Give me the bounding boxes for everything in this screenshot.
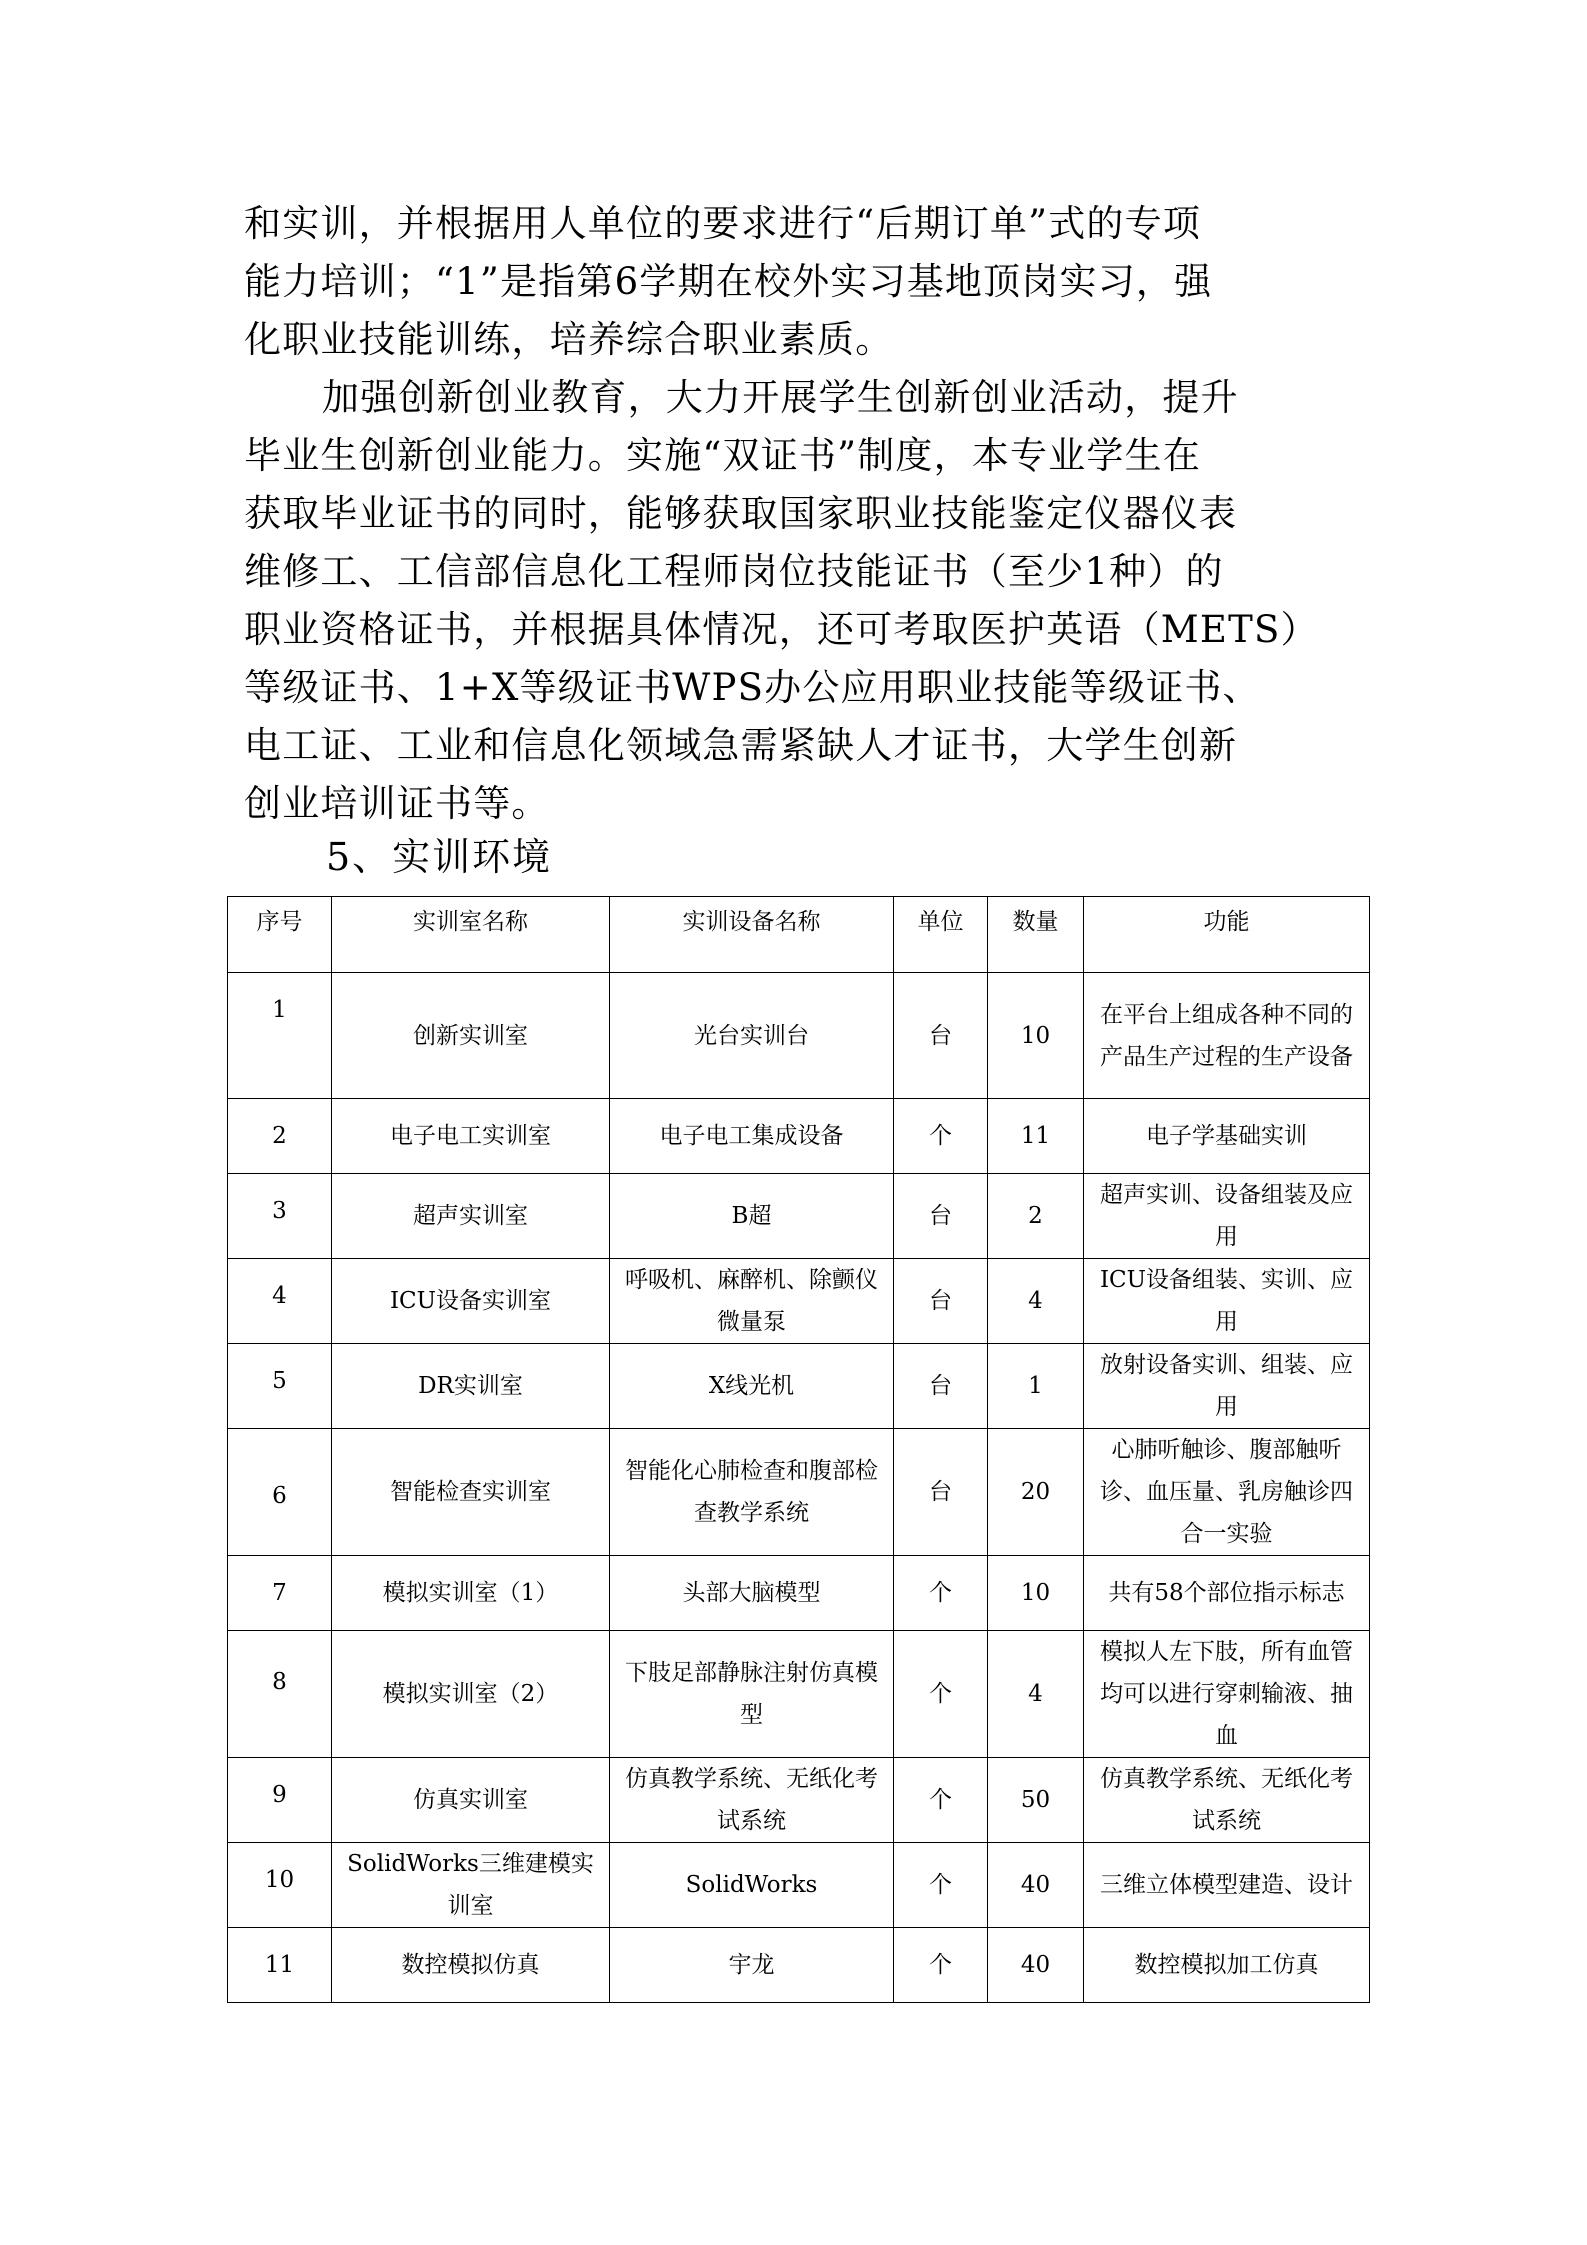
cell-quantity: 11 bbox=[988, 1099, 1084, 1174]
cell-equipment: 智能化心肺检查和腹部检查教学系统 bbox=[610, 1429, 894, 1556]
cell-no: 8 bbox=[228, 1631, 332, 1758]
cell-function: 超声实训、设备组装及应用 bbox=[1084, 1174, 1370, 1259]
cell-unit: 个 bbox=[894, 1843, 988, 1928]
text-line: 创业培训证书等。 bbox=[244, 782, 550, 825]
cell-quantity: 50 bbox=[988, 1758, 1084, 1843]
cell-quantity: 40 bbox=[988, 1928, 1084, 2003]
cell-equipment: B超 bbox=[610, 1174, 894, 1259]
text-line: 维修工、工信部信息化工程师岗位技能证书（至少1种）的 bbox=[244, 550, 1224, 593]
table-row bbox=[228, 1344, 1370, 1429]
cell-quantity: 10 bbox=[988, 973, 1084, 1099]
cell-room: 电子电工实训室 bbox=[332, 1099, 610, 1174]
cell-room: SolidWorks三维建模实训室 bbox=[332, 1843, 610, 1928]
cell-unit: 台 bbox=[894, 1429, 988, 1556]
text-line: 加强创新创业教育，大力开展学生创新创业活动，提升 bbox=[322, 376, 1239, 419]
paragraph-innovation-education bbox=[244, 369, 1354, 833]
section-heading: 5、实训环境 bbox=[326, 835, 553, 879]
cell-function: ICU设备组装、实训、应用 bbox=[1084, 1259, 1370, 1344]
cell-function: 电子学基础实训 bbox=[1084, 1099, 1370, 1174]
cell-room: 模拟实训室（2） bbox=[332, 1631, 610, 1758]
cell-room: 超声实训室 bbox=[332, 1174, 610, 1259]
cell-no: 9 bbox=[228, 1758, 332, 1843]
table-row bbox=[228, 1429, 1370, 1556]
cell-room: DR实训室 bbox=[332, 1344, 610, 1429]
cell-unit: 个 bbox=[894, 1758, 988, 1843]
cell-no: 7 bbox=[228, 1556, 332, 1631]
cell-room: 仿真实训室 bbox=[332, 1758, 610, 1843]
cell-no: 10 bbox=[228, 1843, 332, 1928]
cell-quantity: 40 bbox=[988, 1843, 1084, 1928]
cell-equipment: 光台实训台 bbox=[610, 973, 894, 1099]
header-cell-function: 功能 bbox=[1084, 897, 1370, 973]
cell-equipment: 仿真教学系统、无纸化考试系统 bbox=[610, 1758, 894, 1843]
cell-unit: 台 bbox=[894, 1174, 988, 1259]
training-environment-table bbox=[227, 896, 1370, 2003]
cell-unit: 个 bbox=[894, 1928, 988, 2003]
cell-equipment: SolidWorks bbox=[610, 1843, 894, 1928]
cell-unit: 个 bbox=[894, 1099, 988, 1174]
paragraph-training-mode bbox=[244, 195, 1354, 369]
table-header-row bbox=[228, 897, 1370, 973]
table-row bbox=[228, 1631, 1370, 1758]
cell-no: 1 bbox=[228, 973, 332, 1099]
cell-function: 放射设备实训、组装、应用 bbox=[1084, 1344, 1370, 1429]
cell-quantity: 20 bbox=[988, 1429, 1084, 1556]
header-cell-no: 序号 bbox=[228, 897, 332, 973]
table-row bbox=[228, 1259, 1370, 1344]
table-row bbox=[228, 1843, 1370, 1928]
cell-room: 智能检查实训室 bbox=[332, 1429, 610, 1556]
cell-equipment: 电子电工集成设备 bbox=[610, 1099, 894, 1174]
header-cell-room: 实训室名称 bbox=[332, 897, 610, 973]
text-line: 电工证、工业和信息化领域急需紧缺人才证书，大学生创新 bbox=[244, 724, 1238, 767]
cell-function: 仿真教学系统、无纸化考试系统 bbox=[1084, 1758, 1370, 1843]
cell-equipment: X线光机 bbox=[610, 1344, 894, 1429]
table-row bbox=[228, 973, 1370, 1099]
cell-quantity: 1 bbox=[988, 1344, 1084, 1429]
header-cell-unit: 单位 bbox=[894, 897, 988, 973]
cell-no: 4 bbox=[228, 1259, 332, 1344]
cell-function: 共有58个部位指示标志 bbox=[1084, 1556, 1370, 1631]
cell-equipment: 头部大脑模型 bbox=[610, 1556, 894, 1631]
cell-quantity: 2 bbox=[988, 1174, 1084, 1259]
cell-no: 5 bbox=[228, 1344, 332, 1429]
cell-no: 11 bbox=[228, 1928, 332, 2003]
table-row bbox=[228, 1758, 1370, 1843]
cell-function: 数控模拟加工仿真 bbox=[1084, 1928, 1370, 2003]
cell-function: 心肺听触诊、腹部触听诊、血压量、乳房触诊四合一实验 bbox=[1084, 1429, 1370, 1556]
table-row bbox=[228, 1099, 1370, 1174]
cell-unit: 台 bbox=[894, 973, 988, 1099]
cell-room: 创新实训室 bbox=[332, 973, 610, 1099]
cell-no: 3 bbox=[228, 1174, 332, 1259]
cell-no: 6 bbox=[228, 1429, 332, 1556]
cell-equipment: 宇龙 bbox=[610, 1928, 894, 2003]
cell-room: 模拟实训室（1） bbox=[332, 1556, 610, 1631]
text-line: 和实训，并根据用人单位的要求进行“后期订单”式的专项 bbox=[244, 202, 1202, 245]
text-line: 化职业技能训练，培养综合职业素质。 bbox=[244, 318, 894, 361]
cell-room: ICU设备实训室 bbox=[332, 1259, 610, 1344]
cell-equipment: 下肢足部静脉注射仿真模型 bbox=[610, 1631, 894, 1758]
text-line: 获取毕业证书的同时，能够获取国家职业技能鉴定仪器仪表 bbox=[244, 492, 1238, 535]
table-row bbox=[228, 1928, 1370, 2003]
cell-equipment: 呼吸机、麻醉机、除颤仪微量泵 bbox=[610, 1259, 894, 1344]
cell-unit: 台 bbox=[894, 1344, 988, 1429]
cell-function: 在平台上组成各种不同的产品生产过程的生产设备 bbox=[1084, 973, 1370, 1099]
cell-room: 数控模拟仿真 bbox=[332, 1928, 610, 2003]
text-line: 职业资格证书，并根据具体情况，还可考取医护英语（METS） bbox=[244, 608, 1319, 651]
table-row bbox=[228, 1174, 1370, 1259]
text-line: 等级证书、1+X等级证书WPS办公应用职业技能等级证书、 bbox=[244, 666, 1261, 709]
table-row bbox=[228, 1556, 1370, 1631]
header-cell-equipment: 实训设备名称 bbox=[610, 897, 894, 973]
header-cell-quantity: 数量 bbox=[988, 897, 1084, 973]
cell-unit: 个 bbox=[894, 1631, 988, 1758]
cell-quantity: 4 bbox=[988, 1631, 1084, 1758]
cell-no: 2 bbox=[228, 1099, 332, 1174]
cell-quantity: 4 bbox=[988, 1259, 1084, 1344]
cell-unit: 台 bbox=[894, 1259, 988, 1344]
text-line: 能力培训；“1”是指第6学期在校外实习基地顶岗实习，强 bbox=[244, 260, 1213, 303]
cell-quantity: 10 bbox=[988, 1556, 1084, 1631]
cell-function: 三维立体模型建造、设计 bbox=[1084, 1843, 1370, 1928]
text-line: 毕业生创新创业能力。实施“双证书”制度，本专业学生在 bbox=[244, 434, 1202, 477]
cell-function: 模拟人左下肢，所有血管均可以进行穿刺输液、抽血 bbox=[1084, 1631, 1370, 1758]
cell-unit: 个 bbox=[894, 1556, 988, 1631]
